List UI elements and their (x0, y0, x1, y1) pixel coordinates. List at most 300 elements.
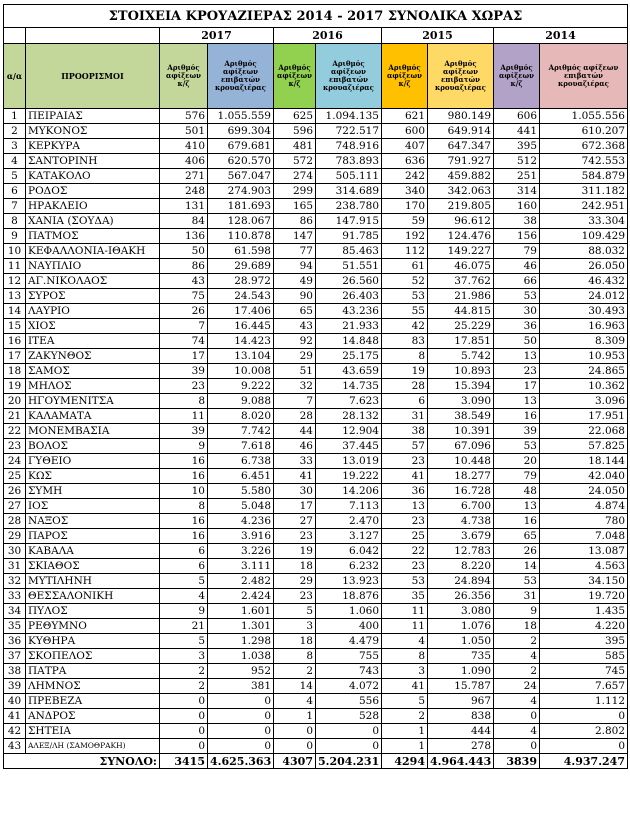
arrivals-2016: 41 (274, 469, 316, 484)
destination-name: ΚΥΘΗΡΑ (26, 634, 160, 649)
passengers-2015: 8.220 (428, 559, 494, 574)
arrivals-2014: 38 (494, 214, 540, 229)
arrivals-2015: 112 (382, 244, 428, 259)
arrivals-2017: 23 (160, 379, 208, 394)
passengers-2017: 5.580 (208, 484, 274, 499)
arrivals-2014: 14 (494, 559, 540, 574)
destination-name: ΡΕΘΥΜΝΟ (26, 619, 160, 634)
table-row (4, 694, 628, 709)
arrivals-2016: 27 (274, 514, 316, 529)
passengers-2014: 3.096 (540, 394, 628, 409)
table-row (4, 289, 628, 304)
destination-name: ΑΝΔΡΟΣ (26, 709, 160, 724)
passengers-2015: 1.076 (428, 619, 494, 634)
passengers-2017: 1.601 (208, 604, 274, 619)
arrivals-2015: 8 (382, 649, 428, 664)
row-number: 14 (4, 304, 26, 319)
passengers-2017: 181.693 (208, 199, 274, 214)
passengers-2016: 1.060 (316, 604, 382, 619)
row-number: 16 (4, 334, 26, 349)
row-number: 22 (4, 424, 26, 439)
arrivals-2015: 11 (382, 604, 428, 619)
table-row (4, 559, 628, 574)
arrivals-2017: 0 (160, 739, 208, 754)
passengers-2016: 7.623 (316, 394, 382, 409)
passengers-2016: 6.232 (316, 559, 382, 574)
table-row (4, 364, 628, 379)
arrivals-2014: 314 (494, 184, 540, 199)
arrivals-2015: 53 (382, 289, 428, 304)
arrivals-2017: 16 (160, 454, 208, 469)
passengers-2016: 19.222 (316, 469, 382, 484)
passengers-2016: 12.904 (316, 424, 382, 439)
passengers-2014: 88.032 (540, 244, 628, 259)
destination-name: ΣΗΤΕΙΑ (26, 724, 160, 739)
passengers-2017: 699.304 (208, 124, 274, 139)
arrivals-2015: 23 (382, 514, 428, 529)
passengers-2014: 17.951 (540, 409, 628, 424)
passengers-2017: 8.020 (208, 409, 274, 424)
arrivals-2014: 26 (494, 544, 540, 559)
arrivals-2015: 38 (382, 424, 428, 439)
passengers-2017: 128.067 (208, 214, 274, 229)
arrivals-2014: 53 (494, 439, 540, 454)
arrivals-2016: 299 (274, 184, 316, 199)
passengers-2016: 26.403 (316, 289, 382, 304)
destination-name: ΠΥΛΟΣ (26, 604, 160, 619)
table-row (4, 589, 628, 604)
passengers-2015: 44.815 (428, 304, 494, 319)
passengers-2015: 342.063 (428, 184, 494, 199)
row-number: 25 (4, 469, 26, 484)
destination-name: ΠΑΤΜΟΣ (26, 229, 160, 244)
passengers-2017: 5.048 (208, 499, 274, 514)
passengers-2014: 24.012 (540, 289, 628, 304)
passengers-2014: 8.309 (540, 334, 628, 349)
passengers-2014: 13.087 (540, 544, 628, 559)
destination-name: ΗΡΑΚΛΕΙΟ (26, 199, 160, 214)
row-number: 40 (4, 694, 26, 709)
passengers-2014: 7.048 (540, 529, 628, 544)
row-number: 32 (4, 574, 26, 589)
destination-name: ΧΙΟΣ (26, 319, 160, 334)
passengers-2014: 22.068 (540, 424, 628, 439)
passengers-2016: 18.876 (316, 589, 382, 604)
arrivals-2017: 501 (160, 124, 208, 139)
destination-name: ΜΥΤΙΛΗΝΗ (26, 574, 160, 589)
arrivals-2016: 46 (274, 439, 316, 454)
arrivals-2014: 53 (494, 289, 540, 304)
arrivals-2015: 23 (382, 559, 428, 574)
passengers-2017: 0 (208, 724, 274, 739)
passengers-2015: 26.356 (428, 589, 494, 604)
passengers-2017: 29.689 (208, 259, 274, 274)
passengers-2015: 24.894 (428, 574, 494, 589)
passengers-2014: 1.435 (540, 604, 628, 619)
table-row (4, 244, 628, 259)
arrivals-2017: 75 (160, 289, 208, 304)
passengers-2014: 109.429 (540, 229, 628, 244)
passengers-2015: 18.277 (428, 469, 494, 484)
table-row (4, 604, 628, 619)
table-row (4, 739, 628, 754)
arrivals-2017: 5 (160, 574, 208, 589)
arrivals-2017: 43 (160, 274, 208, 289)
passengers-2014: 1.055.556 (540, 109, 628, 124)
row-number: 34 (4, 604, 26, 619)
arrivals-2016: 23 (274, 529, 316, 544)
arrivals-2015: 242 (382, 169, 428, 184)
destination-name: ΝΑΞΟΣ (26, 514, 160, 529)
arrivals-2017: 26 (160, 304, 208, 319)
total-arrivals-2016: 4307 (274, 754, 316, 769)
arrivals-2017: 5 (160, 634, 208, 649)
table-row (4, 424, 628, 439)
table-row (4, 709, 628, 724)
arrivals-2017: 3 (160, 649, 208, 664)
column-header-passengers-2017: Αριθμός αφίξεων επιβατών κρουαζιέρας (208, 44, 274, 109)
arrivals-2014: 0 (494, 739, 540, 754)
arrivals-2015: 13 (382, 499, 428, 514)
destination-name: ΙΟΣ (26, 499, 160, 514)
arrivals-2017: 21 (160, 619, 208, 634)
row-number: 20 (4, 394, 26, 409)
arrivals-2015: 636 (382, 154, 428, 169)
passengers-2014: 24.050 (540, 484, 628, 499)
passengers-2017: 2.482 (208, 574, 274, 589)
arrivals-2014: 251 (494, 169, 540, 184)
table-row (4, 379, 628, 394)
arrivals-2016: 44 (274, 424, 316, 439)
row-number: 15 (4, 319, 26, 334)
passengers-2014: 242.951 (540, 199, 628, 214)
passengers-2014: 33.304 (540, 214, 628, 229)
passengers-2016: 14.735 (316, 379, 382, 394)
table-row (4, 499, 628, 514)
passengers-2017: 16.445 (208, 319, 274, 334)
arrivals-2014: 31 (494, 589, 540, 604)
table-row (4, 469, 628, 484)
arrivals-2015: 61 (382, 259, 428, 274)
destination-name: ΓΥΘΕΙΟ (26, 454, 160, 469)
arrivals-2016: 28 (274, 409, 316, 424)
arrivals-2016: 29 (274, 349, 316, 364)
arrivals-2016: 481 (274, 139, 316, 154)
destination-name: ΚΑΒΑΛΑ (26, 544, 160, 559)
passengers-2016: 6.042 (316, 544, 382, 559)
arrivals-2016: 165 (274, 199, 316, 214)
passengers-2014: 46.432 (540, 274, 628, 289)
passengers-2016: 26.560 (316, 274, 382, 289)
arrivals-2015: 25 (382, 529, 428, 544)
arrivals-2014: 36 (494, 319, 540, 334)
passengers-2017: 110.878 (208, 229, 274, 244)
passengers-2016: 14.848 (316, 334, 382, 349)
passengers-2015: 96.612 (428, 214, 494, 229)
passengers-2017: 3.916 (208, 529, 274, 544)
destination-name: ΠΑΡΟΣ (26, 529, 160, 544)
arrivals-2016: 86 (274, 214, 316, 229)
table-row (4, 274, 628, 289)
arrivals-2014: 160 (494, 199, 540, 214)
destination-name: ΛΑΥΡΙΟ (26, 304, 160, 319)
arrivals-2014: 156 (494, 229, 540, 244)
passengers-2016: 556 (316, 694, 382, 709)
arrivals-2017: 6 (160, 559, 208, 574)
passengers-2014: 26.050 (540, 259, 628, 274)
row-number: 30 (4, 544, 26, 559)
passengers-2014: 745 (540, 664, 628, 679)
total-passengers-2016: 5.204.231 (316, 754, 382, 769)
table-row (4, 514, 628, 529)
destination-name: ΣΚΙΑΘΟΣ (26, 559, 160, 574)
passengers-2014: 10.953 (540, 349, 628, 364)
passengers-2016: 43.659 (316, 364, 382, 379)
arrivals-2015: 170 (382, 199, 428, 214)
table-row (4, 619, 628, 634)
arrivals-2016: 572 (274, 154, 316, 169)
destination-name: ΑΓ.ΝΙΚΟΛΑΟΣ (26, 274, 160, 289)
passengers-2016: 21.933 (316, 319, 382, 334)
arrivals-2014: 66 (494, 274, 540, 289)
passengers-2016: 743 (316, 664, 382, 679)
table-row (4, 229, 628, 244)
arrivals-2017: 0 (160, 709, 208, 724)
passengers-2016: 91.785 (316, 229, 382, 244)
table-row (4, 304, 628, 319)
destination-name: ΝΑΥΠΛΙΟ (26, 259, 160, 274)
arrivals-2017: 86 (160, 259, 208, 274)
arrivals-2017: 410 (160, 139, 208, 154)
year-2014-header: 2014 (494, 28, 628, 44)
passengers-2016: 0 (316, 739, 382, 754)
row-number: 13 (4, 289, 26, 304)
arrivals-2016: 5 (274, 604, 316, 619)
year-2015-header: 2015 (382, 28, 494, 44)
passengers-2015: 37.762 (428, 274, 494, 289)
total-passengers-2017: 4.625.363 (208, 754, 274, 769)
destination-name: ΚΕΡΚΥΡΑ (26, 139, 160, 154)
row-number: 12 (4, 274, 26, 289)
arrivals-2014: 13 (494, 349, 540, 364)
passengers-2014: 1.112 (540, 694, 628, 709)
arrivals-2015: 31 (382, 409, 428, 424)
passengers-2015: 735 (428, 649, 494, 664)
passengers-2015: 10.391 (428, 424, 494, 439)
arrivals-2017: 16 (160, 529, 208, 544)
row-number: 41 (4, 709, 26, 724)
passengers-2017: 381 (208, 679, 274, 694)
table-row (4, 349, 628, 364)
arrivals-2014: 606 (494, 109, 540, 124)
arrivals-2015: 1 (382, 724, 428, 739)
passengers-2016: 1.094.135 (316, 109, 382, 124)
arrivals-2016: 77 (274, 244, 316, 259)
passengers-2014: 42.040 (540, 469, 628, 484)
arrivals-2015: 600 (382, 124, 428, 139)
row-number: 19 (4, 379, 26, 394)
arrivals-2015: 28 (382, 379, 428, 394)
arrivals-2014: 18 (494, 619, 540, 634)
row-number: 42 (4, 724, 26, 739)
table-row (4, 544, 628, 559)
table-title: ΣΤΟΙΧΕΙΑ ΚΡΟΥΑΖΙΕΡΑΣ 2014 - 2017 ΣΥΝΟΛΙΚΑ ΧΩΡΑΣ (4, 5, 628, 28)
passengers-2017: 9.222 (208, 379, 274, 394)
destination-name: ΚΑΛΑΜΑΤΑ (26, 409, 160, 424)
column-header-aa: α/α (4, 44, 26, 109)
table-row (4, 319, 628, 334)
passengers-2017: 1.038 (208, 649, 274, 664)
passengers-2015: 5.742 (428, 349, 494, 364)
arrivals-2016: 29 (274, 574, 316, 589)
arrivals-2016: 1 (274, 709, 316, 724)
arrivals-2014: 48 (494, 484, 540, 499)
passengers-2017: 2.424 (208, 589, 274, 604)
year-spacer (26, 28, 160, 44)
destination-name: ΑΛΕΞ/ΛΗ (ΣΑΜΟΘΡΑΚΗ) (26, 739, 160, 754)
row-number: 27 (4, 499, 26, 514)
passengers-2014: 742.553 (540, 154, 628, 169)
arrivals-2017: 39 (160, 424, 208, 439)
passengers-2017: 1.298 (208, 634, 274, 649)
passengers-2014: 0 (540, 709, 628, 724)
arrivals-2017: 39 (160, 364, 208, 379)
destination-name: ΣΥΡΟΣ (26, 289, 160, 304)
destination-name: ΙΤΕΑ (26, 334, 160, 349)
total-label: ΣΥΝΟΛΟ: (4, 754, 160, 769)
table-row (4, 394, 628, 409)
total-row (4, 754, 628, 769)
passengers-2016: 43.236 (316, 304, 382, 319)
total-arrivals-2017: 3415 (160, 754, 208, 769)
arrivals-2015: 192 (382, 229, 428, 244)
passengers-2015: 1.050 (428, 634, 494, 649)
arrivals-2017: 406 (160, 154, 208, 169)
column-header-destinations: ΠΡΟΟΡΙΣΜΟΙ (26, 44, 160, 109)
row-number: 17 (4, 349, 26, 364)
arrivals-2017: 7 (160, 319, 208, 334)
arrivals-2016: 7 (274, 394, 316, 409)
passengers-2016: 4.072 (316, 679, 382, 694)
passengers-2015: 46.075 (428, 259, 494, 274)
row-number: 36 (4, 634, 26, 649)
passengers-2014: 34.150 (540, 574, 628, 589)
arrivals-2017: 17 (160, 349, 208, 364)
table-row (4, 529, 628, 544)
year-2016-header: 2016 (274, 28, 382, 44)
row-number: 39 (4, 679, 26, 694)
table-row (4, 484, 628, 499)
passengers-2014: 30.493 (540, 304, 628, 319)
table-row (4, 199, 628, 214)
row-number: 18 (4, 364, 26, 379)
passengers-2017: 0 (208, 709, 274, 724)
table-row (4, 439, 628, 454)
destination-name: ΚΩΣ (26, 469, 160, 484)
row-number: 8 (4, 214, 26, 229)
destination-name: ΡΟΔΟΣ (26, 184, 160, 199)
arrivals-2017: 74 (160, 334, 208, 349)
arrivals-2016: 0 (274, 739, 316, 754)
passengers-2017: 274.903 (208, 184, 274, 199)
row-number: 28 (4, 514, 26, 529)
arrivals-2014: 0 (494, 709, 540, 724)
arrivals-2017: 8 (160, 394, 208, 409)
destination-name: ΒΟΛΟΣ (26, 439, 160, 454)
arrivals-2016: 4 (274, 694, 316, 709)
row-number: 3 (4, 139, 26, 154)
table-row (4, 169, 628, 184)
arrivals-2015: 340 (382, 184, 428, 199)
destination-name: ΜΥΚΟΝΟΣ (26, 124, 160, 139)
passengers-2016: 14.206 (316, 484, 382, 499)
row-number: 24 (4, 454, 26, 469)
arrivals-2014: 20 (494, 454, 540, 469)
arrivals-2017: 9 (160, 439, 208, 454)
passengers-2016: 755 (316, 649, 382, 664)
arrivals-2016: 19 (274, 544, 316, 559)
arrivals-2015: 407 (382, 139, 428, 154)
arrivals-2015: 3 (382, 664, 428, 679)
table-row (4, 649, 628, 664)
passengers-2014: 584.879 (540, 169, 628, 184)
passengers-2017: 7.742 (208, 424, 274, 439)
passengers-2016: 238.780 (316, 199, 382, 214)
destination-name: ΜΗΛΟΣ (26, 379, 160, 394)
arrivals-2016: 3 (274, 619, 316, 634)
row-number: 43 (4, 739, 26, 754)
passengers-2015: 3.080 (428, 604, 494, 619)
passengers-2014: 395 (540, 634, 628, 649)
arrivals-2016: 0 (274, 724, 316, 739)
arrivals-2016: 147 (274, 229, 316, 244)
passengers-2015: 3.090 (428, 394, 494, 409)
passengers-2015: 219.805 (428, 199, 494, 214)
passengers-2015: 10.893 (428, 364, 494, 379)
arrivals-2017: 2 (160, 664, 208, 679)
passengers-2015: 980.149 (428, 109, 494, 124)
arrivals-2015: 55 (382, 304, 428, 319)
passengers-2017: 7.618 (208, 439, 274, 454)
arrivals-2017: 4 (160, 589, 208, 604)
arrivals-2014: 17 (494, 379, 540, 394)
passengers-2017: 0 (208, 739, 274, 754)
arrivals-2015: 23 (382, 454, 428, 469)
destination-name: ΣΑΜΟΣ (26, 364, 160, 379)
arrivals-2017: 0 (160, 694, 208, 709)
column-header-arrivals-2017: Αριθμός αφίξεων κ/ζ (160, 44, 208, 109)
passengers-2015: 3.679 (428, 529, 494, 544)
arrivals-2016: 274 (274, 169, 316, 184)
destination-name: ΘΕΣΣΑΛΟΝΙΚΗ (26, 589, 160, 604)
passengers-2017: 620.570 (208, 154, 274, 169)
passengers-2016: 2.470 (316, 514, 382, 529)
destination-name: ΣΚΟΠΕΛΟΣ (26, 649, 160, 664)
arrivals-2016: 30 (274, 484, 316, 499)
arrivals-2016: 23 (274, 589, 316, 604)
arrivals-2017: 576 (160, 109, 208, 124)
passengers-2017: 17.406 (208, 304, 274, 319)
passengers-2015: 1.090 (428, 664, 494, 679)
total-arrivals-2014: 3839 (494, 754, 540, 769)
row-number: 23 (4, 439, 26, 454)
arrivals-2015: 57 (382, 439, 428, 454)
arrivals-2015: 36 (382, 484, 428, 499)
passengers-2015: 67.096 (428, 439, 494, 454)
year-spacer (4, 28, 26, 44)
passengers-2016: 28.132 (316, 409, 382, 424)
arrivals-2017: 50 (160, 244, 208, 259)
